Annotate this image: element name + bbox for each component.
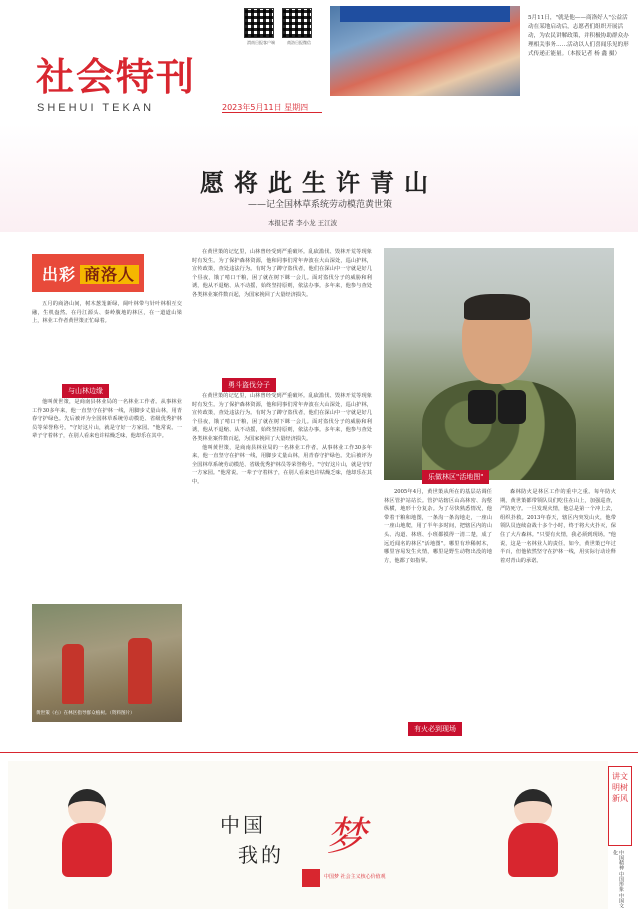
paragraph: 五月的商洛山间，树木葱茏新绿，阔叶林带与针叶林相互交融，生机盎然。在丹江源头、秦岭腹地的林区，在一道道山梁上，林业工作者黄世策正忙碌着。	[32, 301, 182, 325]
binoculars-icon	[498, 390, 526, 424]
paragraph: 在黄世策的记忆里，山林曾经受到严重破坏。乱砍滥伐、毁林开荒等现象时有发生。为了保护森林资源，他和同事们常年奔波在大山深处，巡山护林，宣传政策，查处违法行为。有时为了蹲守盗伐者，他们在深山中一守就是好几个昼夜，饿了啃口干粮，困了就在树下眯一会儿。面对盗伐分子的威胁和利诱，他从不退缩、从不动摇，始终坚持原则，依法办事。多年来，他参与查处各类林业案件数百起，为国家挽回了大量经济损失。	[192, 393, 372, 442]
doll-head	[514, 789, 552, 827]
planting-photo	[32, 604, 182, 722]
doll-head	[68, 789, 106, 827]
section-heading-1: 与山林边缘	[62, 384, 109, 398]
qr-block-1	[244, 8, 278, 46]
date-divider	[222, 112, 322, 113]
col1-body	[32, 398, 182, 600]
doll-illustration	[58, 789, 116, 877]
top-news-photo	[330, 6, 520, 96]
doll-body	[508, 823, 558, 877]
article-headline: 愿将此生许青山	[200, 169, 438, 197]
qr-block-2	[282, 8, 316, 46]
section-heading-2: 勇斗盗伐分子	[222, 378, 276, 392]
paragraph: 他叫黄世策，是商南县林业局的一名林业工作者。从事林业工作30多年来，他一直坚守在护林一线，用脚步丈量山林，用青春守护绿色。先后被评为全国林草系统劳动模范、省级优秀护林员等荣誉称号。"守好这片山，就是守好一方家园。"他常说。一辈子守着林子，在别人看来也许枯燥乏味，他却乐在其中。	[192, 444, 372, 485]
slogan-line-1: 中国	[220, 813, 266, 837]
col2-body	[192, 248, 372, 376]
article-byline: 本报记者 李小龙 王江波	[268, 219, 338, 227]
paragraph: 在黄世策的记忆里，山林曾经受到严重破坏。乱砍滥伐、毁林开荒等现象时有发生。为了保护森林资源，他和同事们常年奔波在大山深处，巡山护林，宣传政策，查处违法行为。有时为了蹲守盗伐者，他们在深山中一守就是好几个昼夜，饿了啃口干粮，困了就在树下眯一会儿。面对盗伐分子的威胁和利诱，他从不退缩、从不动摇，始终坚持原则，依法办事。多年来，他参与查处各类林业案件数百起，为国家挽回了大量经济损失。	[192, 249, 372, 298]
seal-text: 中国梦 社会主义核心价值观	[324, 874, 386, 880]
qr-code-icon	[244, 8, 274, 38]
qr-caption: 商洛日报微信	[287, 40, 311, 45]
article-subheadline: ——记全国林草系统劳动模范黄世策	[248, 200, 393, 210]
col2-body-continued	[192, 392, 372, 738]
paper-pinyin: SHEHUI TEKAN	[37, 102, 155, 114]
paragraph: 2005年4月，黄世策从所在的基层站调任林区管护站站长。管护站辖区山高林密、沟壑纵横，地形十分复杂。为了尽快熟悉情况，他带着干粮和地图，一条沟一条沟地走，一座山一座山地爬，用了半年多时间，把辖区内的山头、沟道、林班、小班都摸得一清二楚，成了远近闻名的林区"活地图"。哪里有珍稀树木，哪里容易发生火情，哪里是野生动物出没的地方，他都了如指掌。	[384, 489, 492, 564]
col1-intro	[32, 300, 182, 380]
qr-code-icon	[282, 8, 312, 38]
paragraph: 他叫黄世策，是商南县林业局的一名林业工作者。从事林业工作30多年来，他一直坚守在护林一线，用脚步丈量山林，用青春守护绿色。先后被评为全国林草系统劳动模范、省级优秀护林员等荣誉称号。"守好这片山，就是守好一方家园。"他常说。一辈子守着林子，在别人看来也许枯燥乏味，他却乐在其中。	[32, 399, 182, 440]
section-heading-4: 有火必到现场	[408, 722, 462, 736]
badge-main: 出彩	[42, 265, 77, 284]
seal-icon	[302, 869, 320, 887]
slogan-line-2: 我的	[238, 843, 284, 867]
slogan-dream: 梦	[326, 814, 366, 860]
photo-banner	[340, 6, 510, 22]
vertical-list: 中国精神 中国形象 中国文化	[612, 850, 624, 909]
top-photo-caption: 5月11日，"就是他——商洛好人"公益活动在某地启动后，志愿者们组织开展活动，为农民讲解政策，并积极协助群众办理相关事务……活动以人们喜闻乐见的形式传递正能量。（本报记者 杨 鑫 摄）	[528, 15, 629, 57]
photo-person	[128, 638, 152, 704]
qr-caption: 渭南日报客户端	[247, 40, 275, 45]
psa-banner	[0, 752, 638, 913]
column-badge	[32, 254, 144, 292]
planting-photo-caption: 黄世策（右）在林区指导群众植树。（资料图片）	[36, 711, 135, 716]
section-heading-3: 乐做林区"活地图"	[422, 470, 489, 484]
vertical-banner: 讲文明树新风	[608, 766, 632, 846]
paragraph: 森林防火是林区工作的重中之重。每年防火期，黄世策都带领队员们吃住在山上，加强巡查，严防死守。一旦发现火情，他总是第一个冲上去，组织扑救。2013年春天，辖区内突发山火，他带领队员连续奋战十多个小时，终于将大火扑灭，保住了大片森林。"只要有火情，我必须到现场。"他说，这是一名林业人的责任。如今，黄世策已年过半百，但他依然坚守在护林一线，用实际行动诠释着对青山的承诺。	[500, 489, 616, 564]
psa-panel	[8, 761, 608, 909]
col4-body	[500, 488, 616, 738]
binoculars-icon	[468, 390, 496, 424]
paper-title: 社会特刊	[36, 55, 197, 99]
doll-illustration	[504, 789, 562, 877]
issue-date: 2023年5月11日 星期四	[222, 103, 309, 112]
photo-hair	[464, 294, 530, 320]
doll-body	[62, 823, 112, 877]
col3-body	[384, 488, 492, 724]
photo-person	[62, 644, 84, 704]
portrait-photo	[384, 248, 614, 480]
badge-sub: 商洛人	[80, 265, 139, 284]
